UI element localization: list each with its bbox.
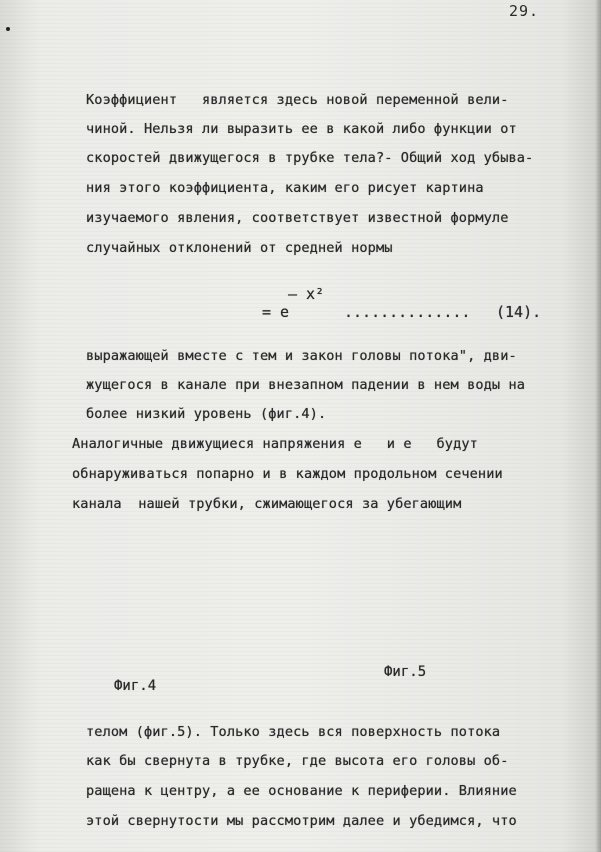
figure-4-caption: Фиг.4 xyxy=(114,678,157,694)
ink-dot xyxy=(6,27,10,31)
text-line: скоростей движущегося в трубке тела?- Общий ход убыва- xyxy=(86,150,534,166)
text-line: как бы свернута в трубке, где высота его головы об- xyxy=(86,753,509,769)
text-line: обнаруживаться попарно и в каждом продольном сечении xyxy=(72,466,503,482)
formula-lhs: = e xyxy=(262,303,290,321)
text-line: этой свернутости мы рассмотрим далее и убедимся, что xyxy=(86,813,517,829)
text-line: Коэффициент является здесь новой переменной вели- xyxy=(86,92,509,108)
text-line: телом (фиг.5). Только здесь вся поверхность потока xyxy=(86,724,501,740)
text-line: Аналогичные движущиеся напряжения е и е будут xyxy=(72,436,478,452)
text-line: выражающей вместе с тем и закон головы потока", дви- xyxy=(86,348,517,364)
text-line: ращена к центру, а ее основание к периферии. Влияние xyxy=(86,783,517,799)
page-number: 29. xyxy=(509,2,540,20)
text-line: более низкий уровень (фиг.4). xyxy=(86,406,327,422)
formula-dots: .............. xyxy=(344,303,471,321)
page-edge-shadow xyxy=(595,0,601,852)
text-line: случайных отклонений от средней нормы xyxy=(86,240,393,256)
formula-exponent: – x² xyxy=(288,285,325,303)
formula-14 xyxy=(0,285,601,325)
text-line: канала нашей трубки, сжимающегося за убегающим xyxy=(72,496,462,512)
text-line: ния этого коэффициента, каким его рисует картина xyxy=(86,180,484,196)
text-line: жущегося в канале при внезапном падении в нем воды на xyxy=(86,377,526,393)
text-line: чиной. Нельзя ли выразить ее в какой либо функции от xyxy=(86,121,517,137)
figure-5-caption: Фиг.5 xyxy=(384,664,427,680)
formula-number: (14). xyxy=(496,303,542,321)
text-line: изучаемого явления, соответствует известной формуле xyxy=(86,210,509,226)
